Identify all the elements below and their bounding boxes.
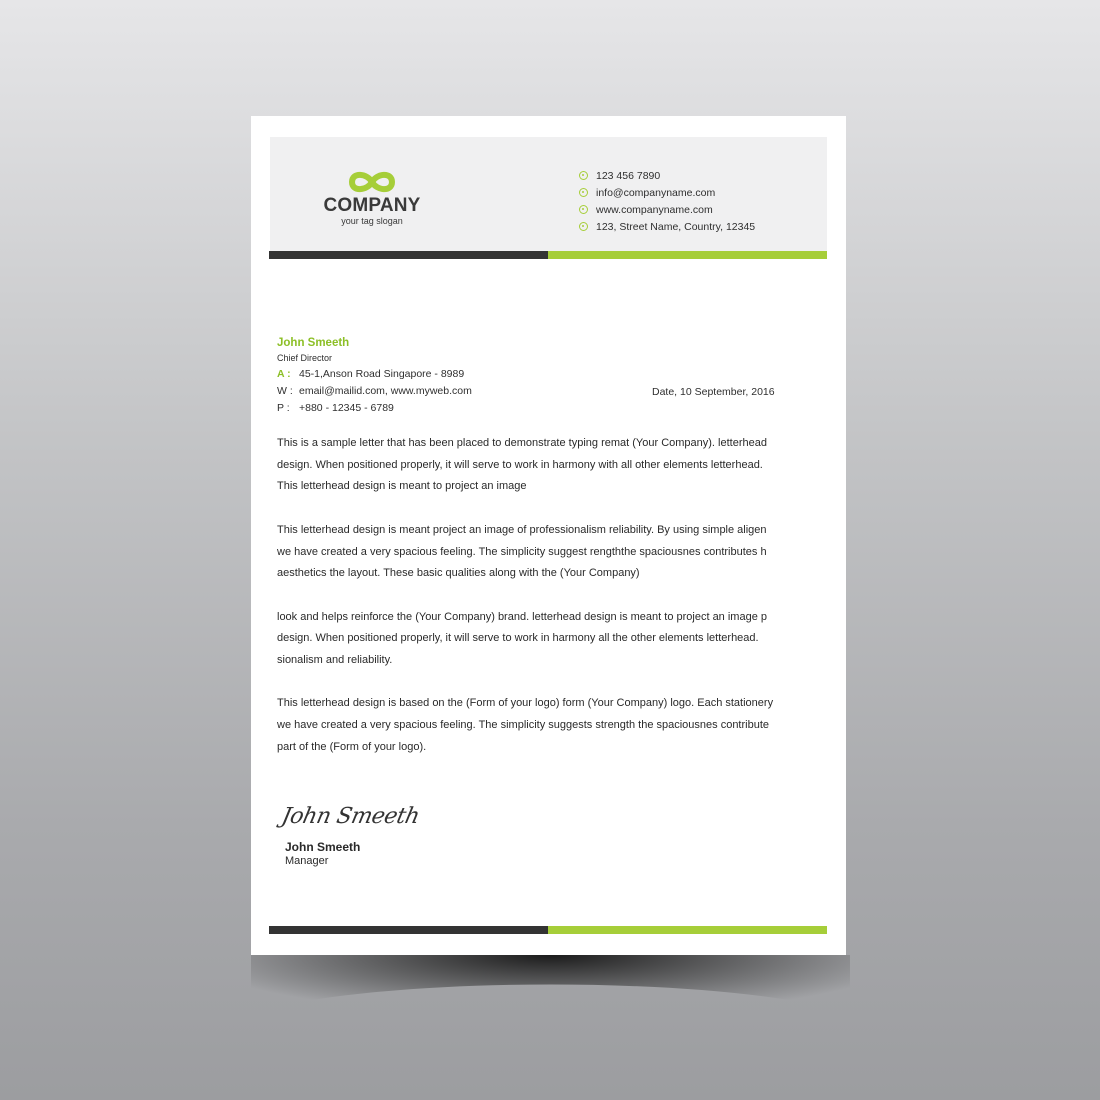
header-accent-bar <box>548 251 827 259</box>
web-value: email@mailid.com, www.myweb.com <box>299 385 472 397</box>
paragraph <box>277 607 822 672</box>
sender-phone-row <box>277 402 472 419</box>
contact-address <box>579 218 755 235</box>
footer-accent-bar <box>548 926 827 934</box>
text-line: This letterhead design is meant project an image of professionalism reliability. By using simple aligen <box>277 523 767 536</box>
header-dark-bar <box>269 251 548 259</box>
company-name: COMPANY <box>323 195 421 216</box>
email-icon <box>579 188 588 197</box>
page-shadow <box>251 955 850 1015</box>
sender-details <box>277 368 472 419</box>
contact-list <box>579 167 755 235</box>
footer-dark-bar <box>269 926 548 934</box>
sender-name: John Smeeth <box>277 337 350 349</box>
signatory-name: John Smeeth <box>285 840 361 854</box>
phone-value: +880 - 12345 - 6789 <box>299 402 394 414</box>
letterhead-page <box>251 116 846 955</box>
text-line: we have created a very spacious feeling. The simplicity suggests strength the spaciousnes contribute <box>277 719 770 732</box>
text-line: This letterhead design is based on the (Form of your logo) form (Your Company) logo. Each stationery <box>277 697 774 710</box>
text-line: we have created a very spacious feeling. The simplicity suggest rengththe spaciousnes contributes h <box>277 545 767 558</box>
text-line: This is a sample letter that has been placed to demonstrate typing remat (Your Company). letterhead <box>277 437 767 449</box>
handwritten-signature: John Smeeth <box>279 804 422 829</box>
text-line: This letterhead design is meant to project an image <box>277 480 527 493</box>
contact-email <box>579 184 755 201</box>
contact-website <box>579 201 755 218</box>
paragraph <box>277 433 822 498</box>
text-line: aesthetics the layout. These basic qualities along with the (Your Company) <box>277 567 640 580</box>
web-key: W : <box>277 385 293 397</box>
letter-date: Date, 10 September, 2016 <box>652 386 775 398</box>
address-key: A : <box>277 368 291 380</box>
contact-phone <box>579 167 755 184</box>
text-line: design. When positioned properly, it will serve to work in harmony all the other elements letterhead. <box>277 632 759 645</box>
text-line: look and helps reinforce the (Your Company) brand. letterhead design is meant to project an image p <box>277 610 767 623</box>
contact-text: 123 456 7890 <box>596 169 661 182</box>
phone-key: P : <box>277 402 290 414</box>
text-line: part of the (Form of your logo). <box>277 740 427 753</box>
phone-icon <box>579 171 588 180</box>
web-icon <box>579 205 588 214</box>
infinity-icon <box>348 169 396 195</box>
text-line: sionalism and reliability. <box>277 654 393 666</box>
sender-role: Chief Director <box>277 353 333 363</box>
address-value: 45-1,Anson Road Singapore - 8989 <box>299 368 465 380</box>
paragraph <box>277 693 822 758</box>
paragraph <box>277 520 822 585</box>
company-slogan: your tag slogan <box>341 216 403 226</box>
contact-text: info@companyname.com <box>596 186 716 199</box>
contact-text: 123, Street Name, Country, 12345 <box>596 220 756 233</box>
location-icon <box>579 222 588 231</box>
contact-text: www.companyname.com <box>596 203 713 216</box>
sender-address-row <box>277 368 472 385</box>
signatory-role: Manager <box>285 855 329 867</box>
text-line: design. When positioned properly, it will serve to work in harmony with all other elements letterhead. <box>277 458 763 471</box>
sender-web-row <box>277 385 472 402</box>
letter-body <box>277 433 822 780</box>
